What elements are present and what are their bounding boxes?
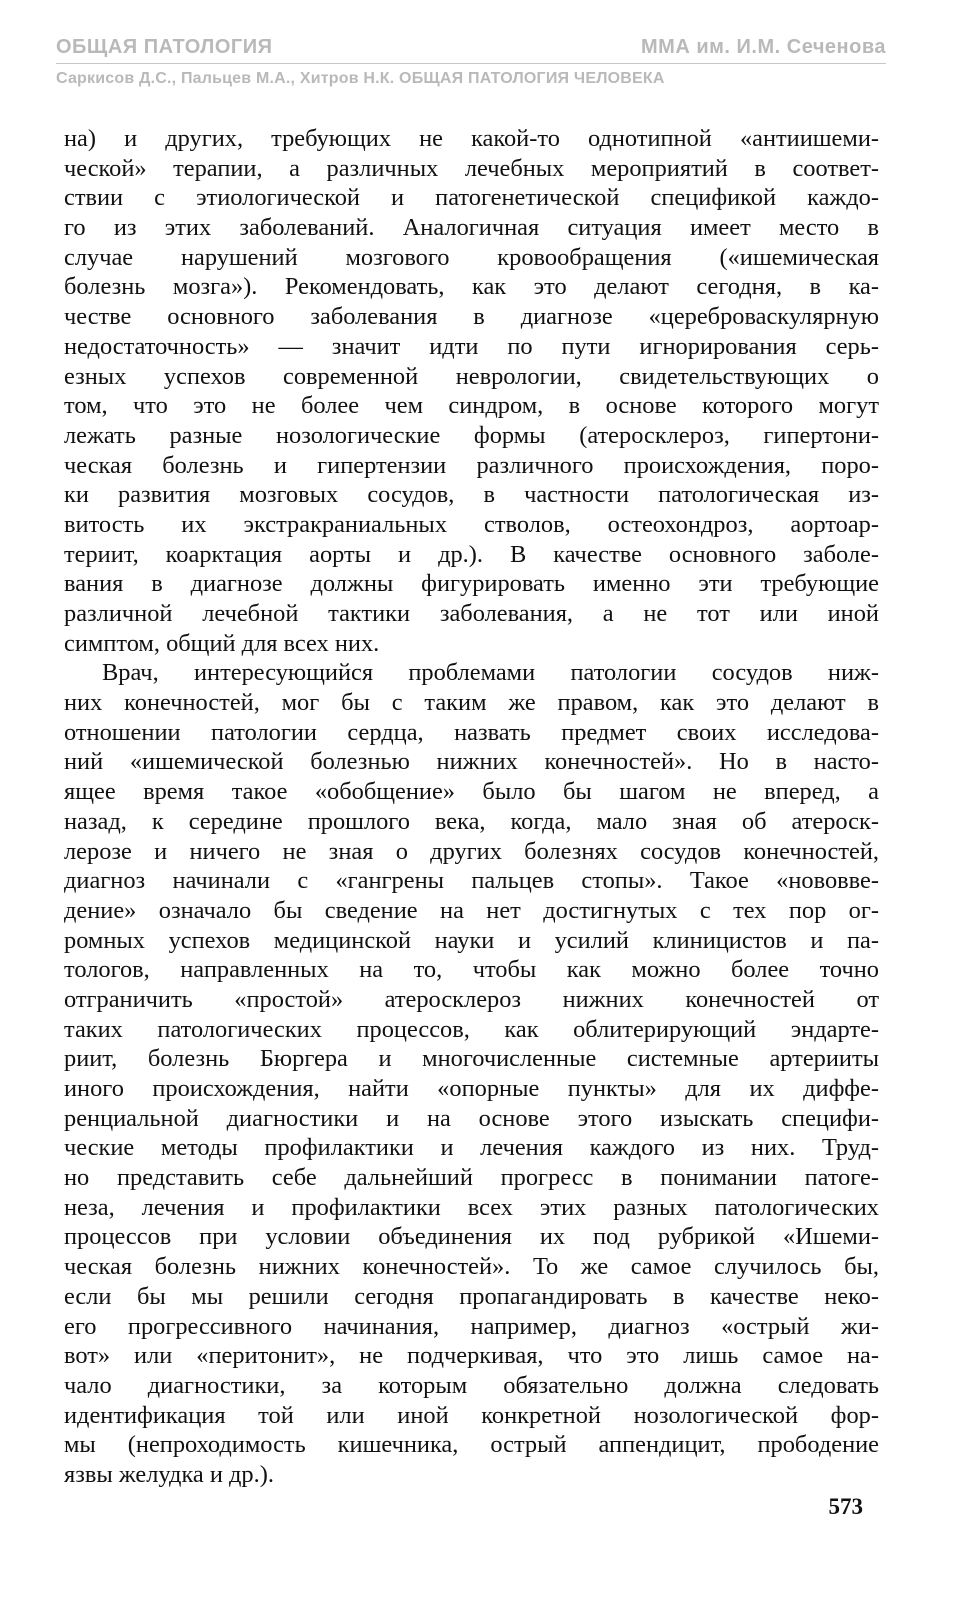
text-line: различной лечебной тактики заболевания, а не тот или иной — [64, 600, 879, 627]
text-line: го из этих заболеваний. Аналогичная ситуация имеет место в — [64, 214, 879, 242]
text-line: идентификация той или иной конкретной нозологической фор- — [64, 1401, 879, 1429]
text-line: Врач, интересующийся проблемами патологии сосудов ниж- — [102, 659, 879, 687]
running-header — [56, 36, 886, 88]
text-line: если бы мы решили сегодня пропагандировать в качестве неко- — [64, 1282, 879, 1310]
paragraph — [64, 124, 879, 658]
text-line: лерозе и ничего не зная о других болезнях сосудов конечностей, — [64, 837, 879, 865]
header-institution: ММА им. И.М. Сеченова — [641, 36, 886, 58]
body-text — [64, 124, 879, 1490]
text-line: отграничить «простой» атеросклероз нижних конечностей от — [64, 985, 879, 1013]
text-line: таких патологических процессов, как облитерирующий эндарте- — [64, 1015, 879, 1043]
text-line: болезнь мозга»). Рекомендовать, как это делают сегодня, в ка- — [64, 273, 879, 301]
text-line: неза, лечения и профилактики всех этих разных патологических — [64, 1193, 879, 1221]
text-line: ствии с этиологической и патогенетической спецификой каждо- — [64, 184, 879, 212]
text-line: ки развития мозговых сосудов, в частности патологическая из- — [64, 481, 879, 509]
text-line: симптом, общий для всех них. — [64, 629, 380, 657]
text-line: езных успехов современной неврологии, свидетельствующих о — [64, 362, 879, 390]
text-line: ний «ишемической болезнью нижних конечностей». Но в насто- — [64, 748, 879, 776]
text-line: недостаточность» — значит идти по пути игнорирования серь- — [64, 332, 879, 360]
text-line: назад, к середине прошлого века, когда, мало зная об атероск- — [64, 807, 879, 835]
text-line: ящее время такое «обобщение» было бы шагом не вперед, а — [64, 778, 879, 806]
text-line: риит, болезнь Бюргера и многочисленные системные артерииты — [64, 1045, 879, 1073]
text-line: отношении патологии сердца, назвать предмет своих исследова- — [64, 718, 879, 746]
page-number: 573 — [828, 1494, 863, 1519]
header-section-title: ОБЩАЯ ПАТОЛОГИЯ — [56, 36, 273, 58]
paragraph — [64, 658, 879, 1489]
text-line: процессов при условии объединения их под рубрикой «Ишеми- — [64, 1223, 879, 1251]
text-line: но представить себе дальнейший прогресс в понимании патоге- — [64, 1164, 879, 1192]
text-line: честве основного заболевания в диагнозе «цереброваскулярную — [64, 303, 879, 331]
text-line: вот» или «перитонит», не подчеркивая, что это лишь самое на- — [64, 1342, 879, 1370]
header-book-citation: Саркисов Д.С., Пальцев М.А., Хитров Н.К. ОБЩАЯ ПАТОЛОГИЯ ЧЕЛОВЕКА — [56, 70, 665, 87]
header-top-row — [56, 36, 886, 64]
text-line: них конечностей, мог бы с таким же правом, как это делают в — [64, 689, 879, 717]
text-line: его прогрессивного начинания, например, диагноз «острый жи- — [64, 1312, 879, 1340]
text-line: язвы желудка и др.). — [64, 1460, 274, 1488]
text-line: вания в диагнозе должны фигурировать именно эти требующие — [64, 570, 879, 598]
text-line: ческие методы профилактики и лечения каждого из них. Труд- — [64, 1134, 879, 1162]
text-line: лежать разные нозологические формы (атеросклероз, гипертони- — [64, 421, 879, 449]
text-line: на) и других, требующих не какой-то однотипной «антиишеми- — [64, 125, 879, 152]
text-line: ромных успехов медицинской науки и усилий клиницистов и па- — [64, 926, 879, 954]
text-line: ческой» терапии, а различных лечебных мероприятий в соответ- — [64, 154, 879, 182]
text-line: чало диагностики, за которым обязательно должна следовать — [64, 1371, 879, 1399]
text-line: ческая болезнь и гипертензии различного происхождения, поро- — [64, 451, 879, 479]
text-line: тологов, направленных на то, чтобы как можно более точно — [64, 956, 879, 984]
text-line: мы (непроходимость кишечника, острый аппендицит, прободение — [64, 1431, 879, 1459]
text-line: том, что это не более чем синдром, в основе которого могут — [64, 392, 879, 420]
text-line: случае нарушений мозгового кровообращения («ишемическая — [64, 243, 879, 271]
text-line: иного происхождения, найти «опорные пункты» для их диффе- — [64, 1075, 879, 1102]
text-line: териит, коарктация аорты и др.). В качестве основного заболе- — [64, 540, 879, 568]
text-line: ческая болезнь нижних конечностей». То же самое случилось бы, — [64, 1253, 879, 1281]
text-line: витость их экстракраниальных стволов, остеохондроз, аортоар- — [64, 510, 879, 538]
text-line: диагноз начинали с «гангрены пальцев стопы». Такое «нововве- — [64, 867, 879, 895]
text-line: ренциальной диагностики и на основе этого изыскать специфи- — [64, 1104, 879, 1132]
text-line: дение» означало бы сведение на нет достигнутых с тех пор ог- — [64, 896, 879, 924]
